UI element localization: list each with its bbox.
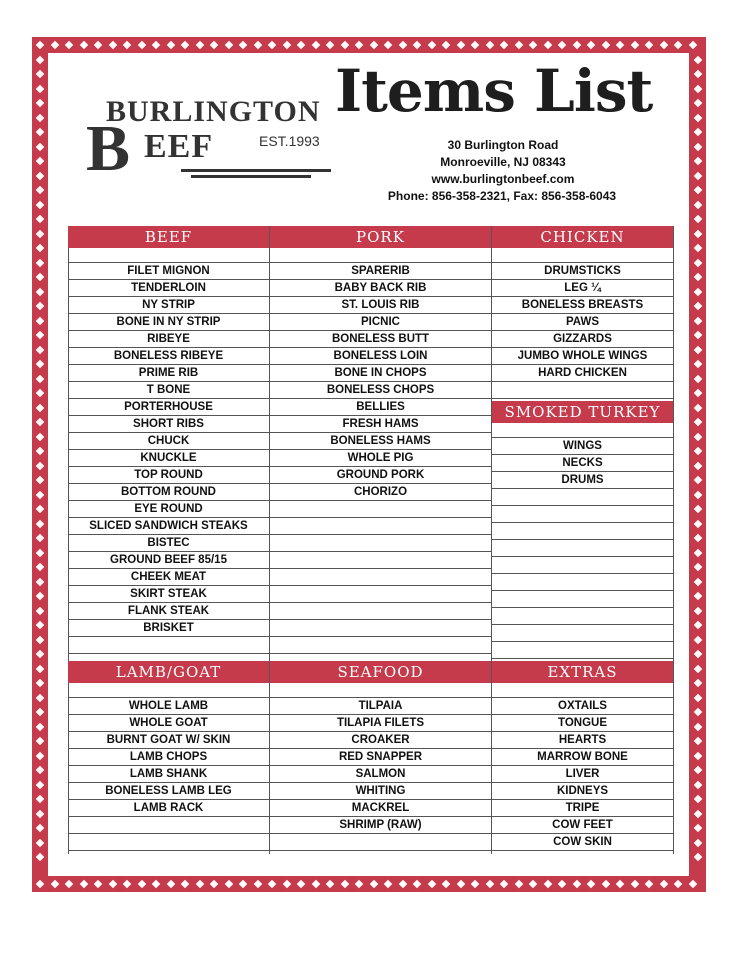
spacer-row	[492, 683, 673, 698]
empty-row	[492, 574, 673, 591]
list-item: TENDERLOIN	[68, 280, 269, 297]
list-item: KNUCKLE	[68, 450, 269, 467]
list-item: WHOLE PIG	[270, 450, 491, 467]
list-item: GROUND PORK	[270, 467, 491, 484]
logo-line2: EEF	[144, 128, 214, 165]
list-item: RED SNAPPER	[270, 749, 491, 766]
lamb-goat-list	[68, 698, 269, 851]
phone-fax: Phone: 856-358-2321, Fax: 856-358-6043	[387, 189, 617, 203]
empty-row	[270, 569, 491, 586]
list-item: LEG ¼	[492, 280, 673, 297]
section-lamb-goat	[68, 661, 269, 851]
section-header-smoked-turkey: SMOKED TURKEY	[492, 401, 673, 423]
list-item: TILPAIA	[270, 698, 491, 715]
list-item: SALMON	[270, 766, 491, 783]
list-item: WHOLE LAMB	[68, 698, 269, 715]
empty-row	[492, 489, 673, 506]
list-item: LAMB CHOPS	[68, 749, 269, 766]
spacer-row	[270, 683, 491, 698]
list-item: BOTTOM ROUND	[68, 484, 269, 501]
burlington-beef-logo	[86, 95, 336, 200]
section-header-seafood: SEAFOOD	[270, 661, 491, 683]
list-item: WHITING	[270, 783, 491, 800]
list-item: BONE IN CHOPS	[270, 365, 491, 382]
section-beef	[68, 226, 269, 654]
empty-row	[492, 642, 673, 659]
section-header-lamb-goat: LAMB/GOAT	[68, 661, 269, 683]
empty-row	[270, 518, 491, 535]
empty-row	[492, 625, 673, 642]
spacer-row	[492, 248, 673, 263]
list-item: DRUMS	[492, 472, 673, 489]
list-item: HEARTS	[492, 732, 673, 749]
list-item: LAMB SHANK	[68, 766, 269, 783]
list-item: BURNT GOAT W/ SKIN	[68, 732, 269, 749]
list-item: LIVER	[492, 766, 673, 783]
section-extras	[492, 661, 673, 851]
list-item: BONELESS LAMB LEG	[68, 783, 269, 800]
list-item: RIBEYE	[68, 331, 269, 348]
empty-row	[270, 637, 491, 654]
section-chicken	[492, 226, 673, 659]
list-item: BONELESS BUTT	[270, 331, 491, 348]
list-item: T BONE	[68, 382, 269, 399]
list-item: HARD CHICKEN	[492, 365, 673, 382]
list-item: SPARERIB	[270, 263, 491, 280]
list-item: NECKS	[492, 455, 673, 472]
empty-row	[492, 382, 673, 399]
section-pork	[270, 226, 491, 654]
logo-rule	[181, 169, 331, 172]
list-item: TILAPIA FILETS	[270, 715, 491, 732]
list-item: SKIRT STEAK	[68, 586, 269, 603]
list-item: TRIPE	[492, 800, 673, 817]
logo-rule	[191, 175, 311, 178]
list-item: COW FEET	[492, 817, 673, 834]
section-header-extras: EXTRAS	[492, 661, 673, 683]
page-title: Items List	[335, 57, 653, 125]
list-item: BONELESS HAMS	[270, 433, 491, 450]
contact-block	[383, 137, 623, 205]
empty-row	[68, 834, 269, 851]
list-item: PAWS	[492, 314, 673, 331]
list-item: BONELESS BREASTS	[492, 297, 673, 314]
list-item: BONELESS RIBEYE	[68, 348, 269, 365]
list-item: PRIME RIB	[68, 365, 269, 382]
list-item: GROUND BEEF 85/15	[68, 552, 269, 569]
section-header-pork: PORK	[270, 226, 491, 248]
spacer-row	[68, 683, 269, 698]
list-item: TONGUE	[492, 715, 673, 732]
list-item: ST. LOUIS RIB	[270, 297, 491, 314]
list-item: FLANK STEAK	[68, 603, 269, 620]
empty-row	[492, 608, 673, 625]
list-item: CROAKER	[270, 732, 491, 749]
list-item: JUMBO WHOLE WINGS	[492, 348, 673, 365]
beef-list	[68, 263, 269, 654]
list-item: OXTAILS	[492, 698, 673, 715]
pork-list	[270, 263, 491, 654]
section-header-beef: BEEF	[68, 226, 269, 248]
empty-row	[68, 817, 269, 834]
list-item: TOP ROUND	[68, 467, 269, 484]
extras-list	[492, 698, 673, 851]
logo-line1: BURLINGTON	[106, 95, 321, 128]
list-item: EYE ROUND	[68, 501, 269, 518]
empty-row	[270, 834, 491, 851]
empty-row	[270, 535, 491, 552]
section-header-chicken: CHICKEN	[492, 226, 673, 248]
logo-established: EST.1993	[259, 133, 320, 149]
list-item: PICNIC	[270, 314, 491, 331]
list-item: PORTERHOUSE	[68, 399, 269, 416]
list-item: CHEEK MEAT	[68, 569, 269, 586]
list-item: LAMB RACK	[68, 800, 269, 817]
list-item: BRISKET	[68, 620, 269, 637]
list-item: SHRIMP (RAW)	[270, 817, 491, 834]
empty-row	[492, 540, 673, 557]
smoked-turkey-list	[492, 438, 673, 659]
chicken-list	[492, 263, 673, 399]
list-item: SHORT RIBS	[68, 416, 269, 433]
empty-row	[492, 506, 673, 523]
logo-big-b: B	[86, 112, 131, 185]
empty-row	[68, 637, 269, 654]
list-item: COW SKIN	[492, 834, 673, 851]
list-item: MARROW BONE	[492, 749, 673, 766]
list-item: MACKREL	[270, 800, 491, 817]
list-item: CHORIZO	[270, 484, 491, 501]
list-item: BONELESS CHOPS	[270, 382, 491, 399]
list-item: BISTEC	[68, 535, 269, 552]
list-item: WHOLE GOAT	[68, 715, 269, 732]
address-street: 30 Burlington Road	[447, 138, 559, 152]
empty-row	[270, 620, 491, 637]
spacer-row	[68, 248, 269, 263]
list-item: NY STRIP	[68, 297, 269, 314]
spacer-row	[492, 423, 673, 438]
empty-row	[270, 603, 491, 620]
list-item: DRUMSTICKS	[492, 263, 673, 280]
empty-row	[492, 523, 673, 540]
list-item: BONE IN NY STRIP	[68, 314, 269, 331]
seafood-list	[270, 698, 491, 851]
address-city: Monroeville, NJ 08343	[440, 155, 566, 169]
spacer-row	[270, 248, 491, 263]
empty-row	[492, 557, 673, 574]
list-item: CHUCK	[68, 433, 269, 450]
empty-row	[270, 552, 491, 569]
list-item: FILET MIGNON	[68, 263, 269, 280]
table-right-edge	[673, 226, 674, 854]
section-seafood	[270, 661, 491, 851]
list-item: WINGS	[492, 438, 673, 455]
list-item: BABY BACK RIB	[270, 280, 491, 297]
empty-row	[270, 501, 491, 518]
empty-row	[270, 586, 491, 603]
list-item: SLICED SANDWICH STEAKS	[68, 518, 269, 535]
list-item: BONELESS LOIN	[270, 348, 491, 365]
website-link[interactable]: www.burlingtonbeef.com	[431, 172, 575, 186]
list-item: GIZZARDS	[492, 331, 673, 348]
list-item: KIDNEYS	[492, 783, 673, 800]
list-item: FRESH HAMS	[270, 416, 491, 433]
empty-row	[492, 591, 673, 608]
list-item: BELLIES	[270, 399, 491, 416]
